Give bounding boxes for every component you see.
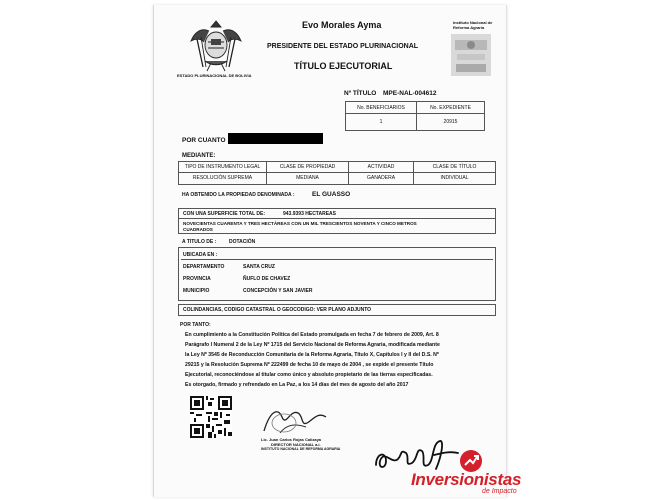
table-header: ACTIVIDAD (367, 164, 395, 170)
boundaries-box (178, 304, 496, 316)
president-position: PRESIDENTE DEL ESTADO PLURINACIONAL (267, 43, 419, 50)
signatory-position: DIRECTOR NACIONAL a.i. (271, 442, 321, 447)
municipality-value: CONCEPCIÓN Y SAN JAVIER (243, 288, 313, 294)
signatory-institution: INSTITUTO NACIONAL DE REFORMA AGRARIA (261, 447, 341, 451)
province-value: ÑUFLO DE CHAVEZ (243, 276, 291, 282)
president-name: Evo Morales Ayma (302, 20, 382, 30)
agency-logo-icon (451, 34, 491, 76)
property-label: HA OBTENIDO LA PROPIEDAD DENOMINADA : (182, 192, 295, 198)
surface-words-continued: CUADRADOS (183, 227, 213, 232)
beneficiaries-count: 1 (379, 119, 383, 125)
state-label: ESTADO PLURINACIONAL DE BOLIVIA (177, 73, 252, 78)
title-document (153, 5, 507, 497)
instrument-type: RESOLUCIÓN SUPREMA (192, 175, 253, 181)
paragraph-line: En cumplimiento a la Constitución Política del Estado promulgada en fecha 7 de febrero de 2009, Art. 8 (185, 332, 439, 338)
table-header: CLASE DE TÍTULO (432, 164, 477, 170)
department-label: DEPARTAMENTO (183, 264, 225, 270)
mediante-label: MEDIANTE: (182, 153, 216, 159)
boundaries-text: COLINDANCIAS, CODIGO CATASTRAL O GEOCODIGO: VER PLANO ADJUNTO (183, 307, 372, 313)
por-cuanto-label: POR CUANTO (182, 137, 226, 144)
surface-label: CON UNA SUPERFICIE TOTAL DE: (183, 211, 266, 217)
location-heading: UBICADA EN : (183, 252, 218, 258)
title-class: INDIVIDUAL (440, 175, 469, 181)
table-header: CLASE DE PROPIEDAD (279, 164, 336, 170)
activity: GANADERA (366, 175, 396, 181)
watermark-tagline: de Impacto (482, 488, 517, 495)
paragraph-line: Ejecutorial, reconociéndose al titular como único y absoluto propietario de las tierras especificadas. (185, 372, 433, 378)
department-value: SANTA CRUZ (243, 264, 275, 270)
por-tanto-label: POR TANTO: (180, 322, 211, 328)
paragraph-line: Parágrafo I Numeral 2 de la Ley Nº 1715 del Servicio Nacional de Reforma Agraria, modificada mediante (185, 342, 440, 348)
watermark-brand: Inversionistas (411, 470, 522, 489)
title-number-value: MPE-NAL-004612 (383, 90, 437, 97)
beneficiaries-table (345, 101, 485, 131)
coat-of-arms-icon (187, 17, 245, 75)
paragraph-line: Es otorgado, firmado y refrendado en La Paz, a los 14 días del mes de agosto del año 2017 (185, 382, 409, 388)
surface-value: 943.9393 HECTAREAS (283, 211, 336, 217)
qr-code-icon (190, 396, 232, 438)
location-box (178, 247, 496, 301)
province-label: PROVINCIA (183, 276, 211, 282)
watermark-logo-icon (460, 450, 482, 472)
handwritten-signature (372, 435, 464, 475)
file-number: 20915 (443, 119, 458, 125)
signatory-name: Lic. Juan Carlos Rojas Calizaya (261, 437, 322, 442)
instrument-table (178, 161, 496, 185)
municipality-label: MUNICIPIO (183, 288, 210, 294)
growth-arrow-icon (460, 450, 482, 472)
table-header: No. BENEFICIARIOS (357, 105, 405, 111)
official-seal-icon (260, 403, 330, 439)
paragraph-line: 29215 y la Resolución Suprema Nº 222499 de fecha 10 de mayo de 2004 , se expide el presente Título (185, 362, 434, 368)
surface-words: NOVECIENTAS CUARENTA Y TRES HECTÁREAS CON UN MIL TRESCIENTOS NOVENTA Y CINCO METROS (183, 221, 417, 226)
table-header: No. EXPEDIENTE (430, 105, 471, 111)
paragraph-line: la Ley Nº 3545 de Reconducción Comunitaria de la Reforma Agraria, Título X, Capítulos I y II del D.S. Nº (185, 352, 439, 358)
property-name: EL GUASSO (312, 191, 351, 198)
surface-box (178, 208, 496, 234)
title-type-value: DOTACIÓN (229, 239, 256, 245)
document-title: TÍTULO EJECUTORIAL (294, 61, 393, 71)
agency-label: Instituto Nacional de Reforma Agraria (453, 20, 493, 30)
property-class: MEDIANA (296, 175, 319, 181)
redaction-bar (228, 133, 323, 144)
table-header: TIPO DE INSTRUMENTO LEGAL (184, 164, 261, 170)
title-type-label: A TITULO DE : (182, 239, 217, 245)
resolution-paragraph (185, 330, 503, 390)
title-number-label: Nº TÍTULO (344, 90, 377, 97)
